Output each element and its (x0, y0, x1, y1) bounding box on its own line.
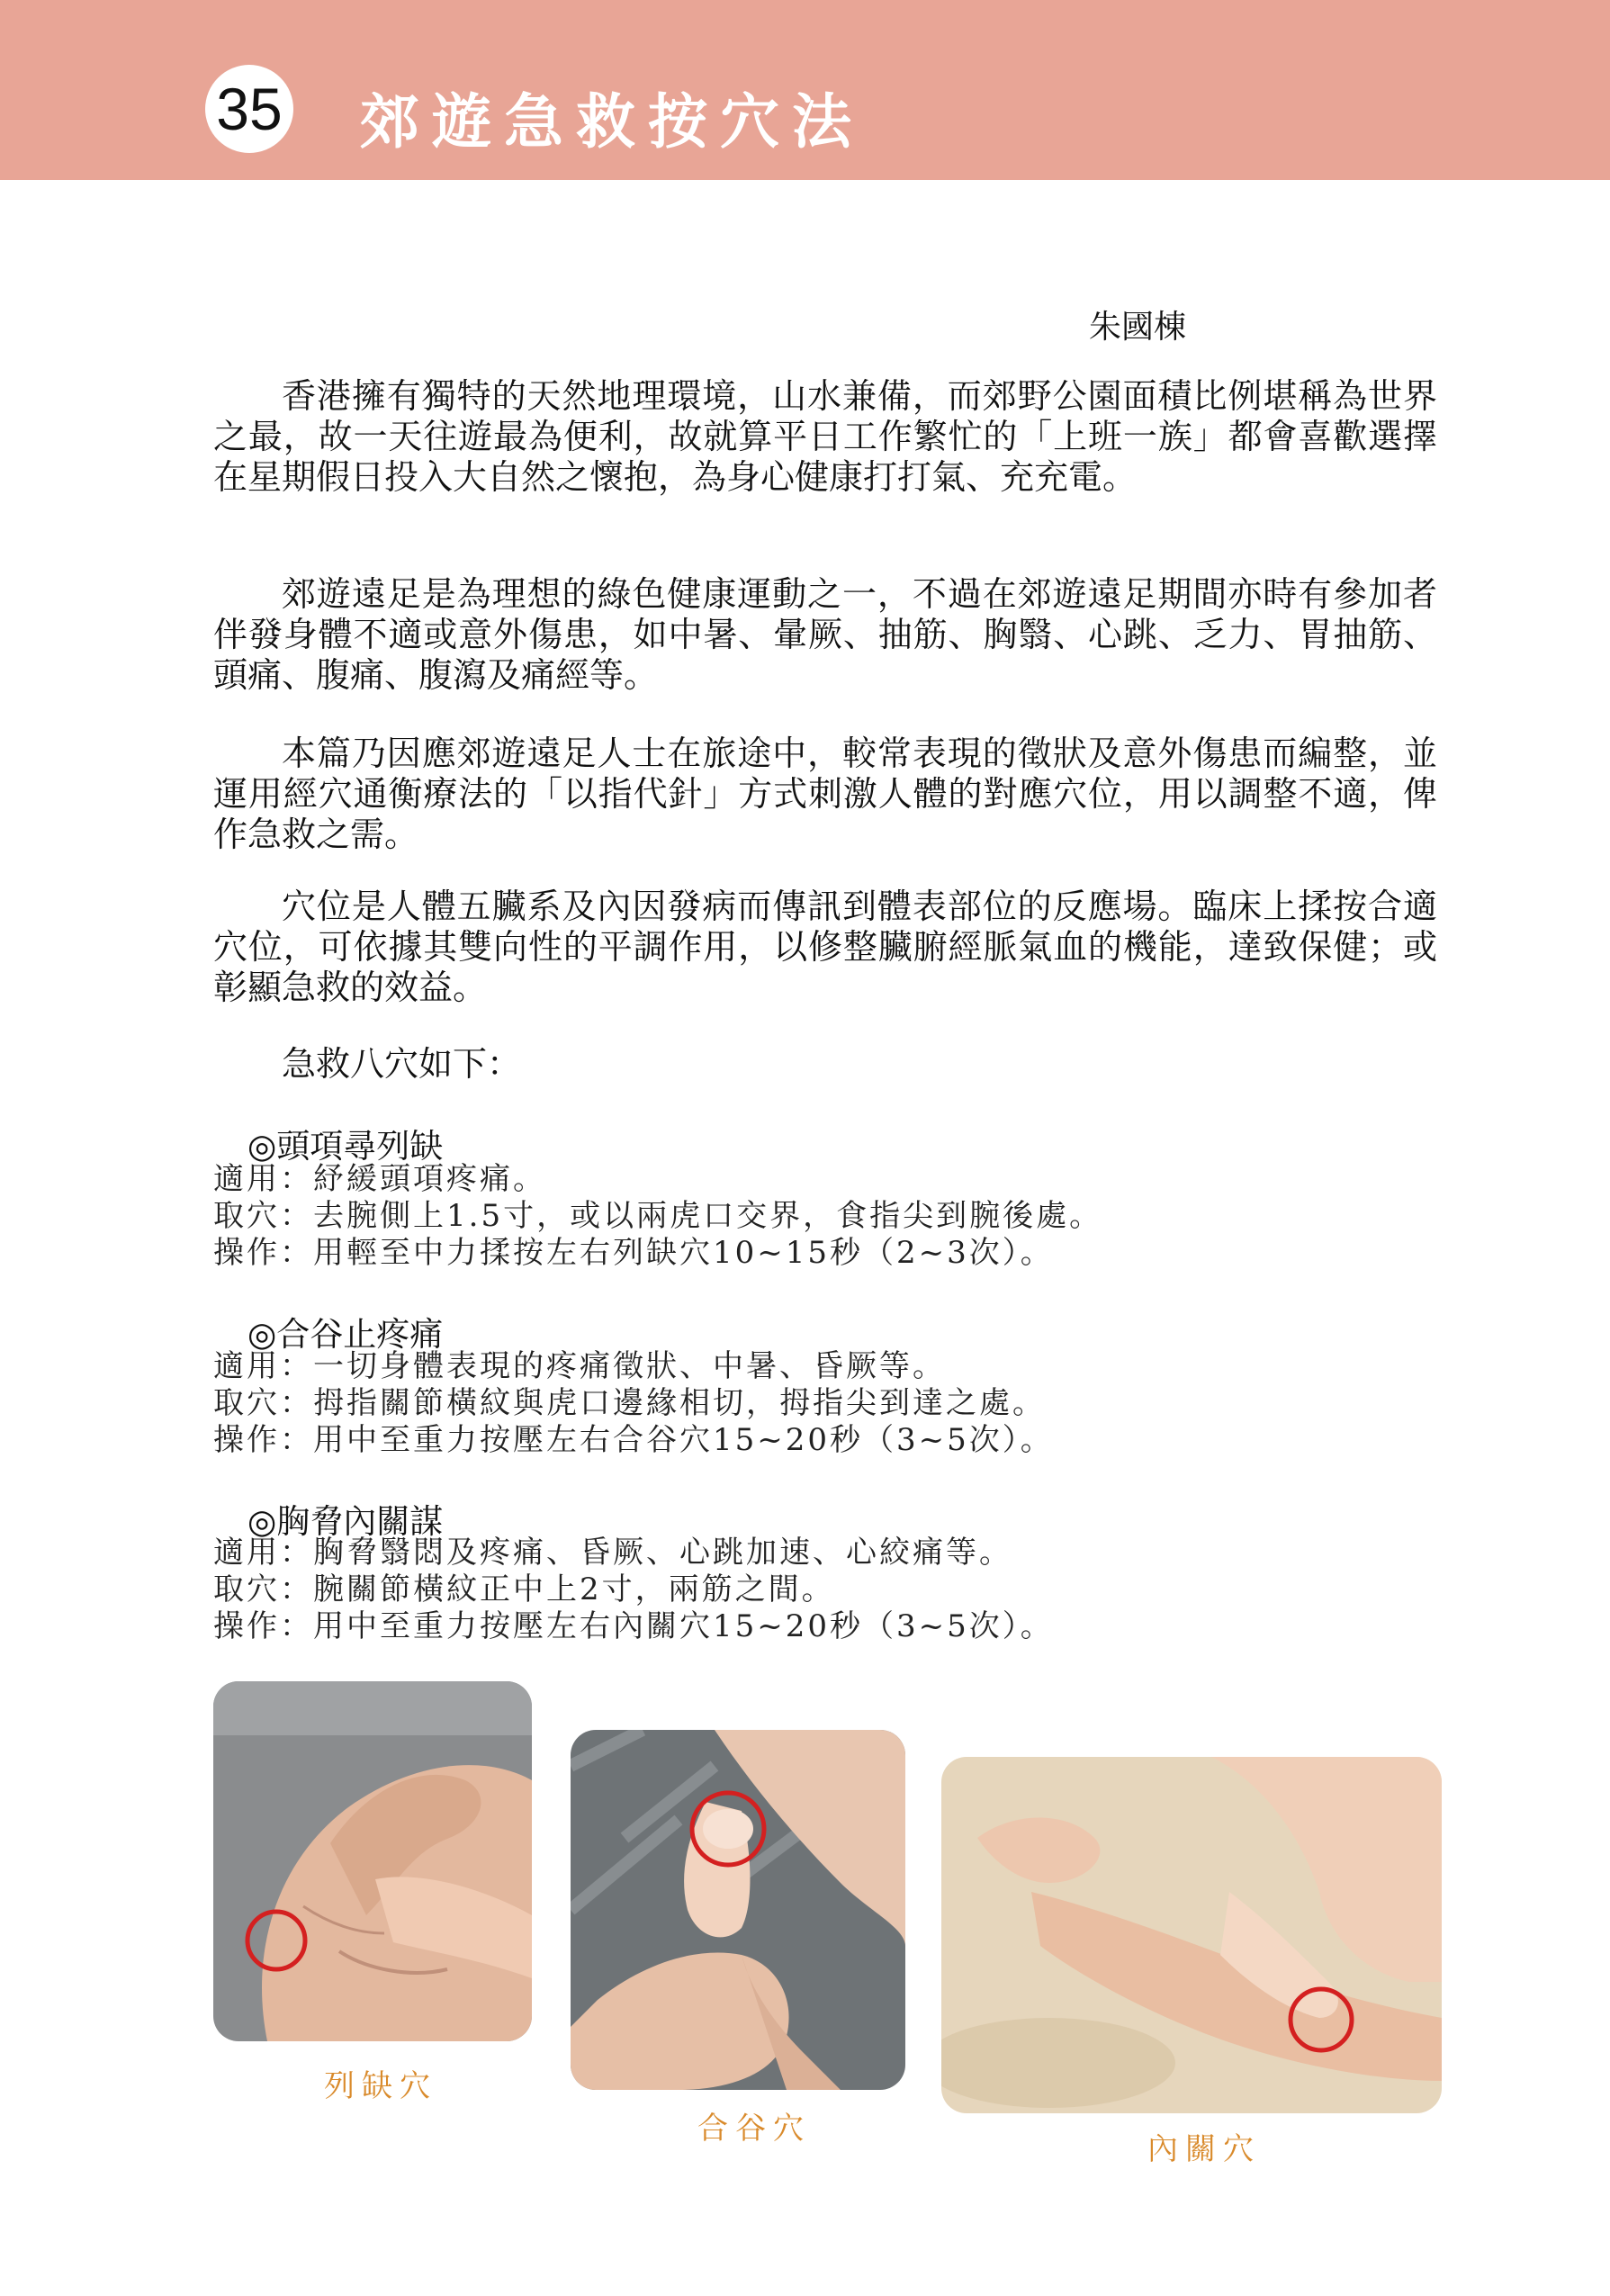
paragraph-1: 香港擁有獨特的天然地理環境，山水兼備，而郊野公園面積比例堪稱為世界之最，故一天往遊最為便利，故就算平日工作繁忙的「上班一族」都會喜歡選擇在星期假日投入大自然之懷抱，為身心健康打打氣、充充電。 (213, 376, 1437, 497)
paragraph-2: 郊遊遠足是為理想的綠色健康運動之一，不過在郊遊遠足期間亦時有參加者伴發身體不適或意外傷患，如中暑、暈厥、抽筋、胸翳、心跳、乏力、胃抽筋、頭痛、腹痛、腹瀉及痛經等。 (213, 574, 1437, 695)
header-band (0, 0, 1610, 180)
acupoint-location: 取穴：腕關節橫紋正中上2寸，兩筋之間。 (213, 1571, 835, 1607)
paragraph-3: 本篇乃因應郊遊遠足人士在旅途中，較常表現的徵狀及意外傷患而編整，並運用經穴通衡療法的「以指代針」方式刺激人體的對應穴位，用以調整不適，俾作急救之需。 (213, 734, 1437, 854)
hand-photo-hegu-icon (571, 1730, 905, 2090)
acupoint-operation: 操作：用中至重力按壓左右內關穴15~20秒（3~5次）。 (213, 1608, 1054, 1644)
wrist-photo-neiguan-icon (941, 1757, 1442, 2113)
acupoint-operation: 操作：用中至重力按壓左右合谷穴15~20秒（3~5次）。 (213, 1422, 1054, 1458)
acupoint-location: 取穴：去腕側上1.5寸，或以兩虎口交界，食指尖到腕後處。 (213, 1198, 1103, 1234)
acupoint-details-hegu (213, 1348, 1054, 1459)
acupoint-heading-lieque: ◎頭項尋列缺 (247, 1127, 444, 1166)
page-number-badge (205, 65, 293, 153)
page-title: 郊遊急救按穴法 (360, 86, 864, 157)
acupoint-heading-hegu: ◎合谷止疼痛 (247, 1315, 444, 1354)
photo-caption-neiguan: 內關穴 (1147, 2131, 1261, 2167)
acupoint-usage: 適用：胸脅翳悶及疼痛、昏厥、心跳加速、心絞痛等。 (213, 1535, 1012, 1571)
photo-caption-hegu: 合谷穴 (697, 2111, 811, 2147)
photo-caption-lieque: 列缺穴 (324, 2068, 437, 2104)
acupoint-operation: 操作：用輕至中力揉按左右列缺穴10~15秒（2~3次）。 (213, 1235, 1054, 1271)
author-name: 朱國棟 (1089, 309, 1187, 346)
paragraph-4: 穴位是人體五臟系及內因發病而傳訊到體表部位的反應場。臨床上揉按合適穴位，可依據其雙向性的平調作用，以修整臟腑經脈氣血的機能，達致保健；或彰顯急救的效益。 (213, 887, 1437, 1007)
acupoint-usage: 適用：紓緩頭項疼痛。 (213, 1161, 546, 1197)
page-number: 35 (216, 76, 283, 142)
acupoint-details-lieque (213, 1161, 1102, 1272)
acupoint-usage: 適用：一切身體表現的疼痛徵狀、中暑、昏厥等。 (213, 1348, 946, 1384)
acupoint-location: 取穴：拇指關節橫紋與虎口邊緣相切，拇指尖到達之處。 (213, 1385, 1046, 1421)
acupoint-details-neiguan (213, 1535, 1054, 1645)
paragraph-intro-list: 急救八穴如下： (282, 1044, 522, 1084)
hand-photo-lieque-icon (213, 1681, 532, 2041)
acupoint-heading-neiguan: ◎胸脅內關謀 (247, 1502, 444, 1541)
